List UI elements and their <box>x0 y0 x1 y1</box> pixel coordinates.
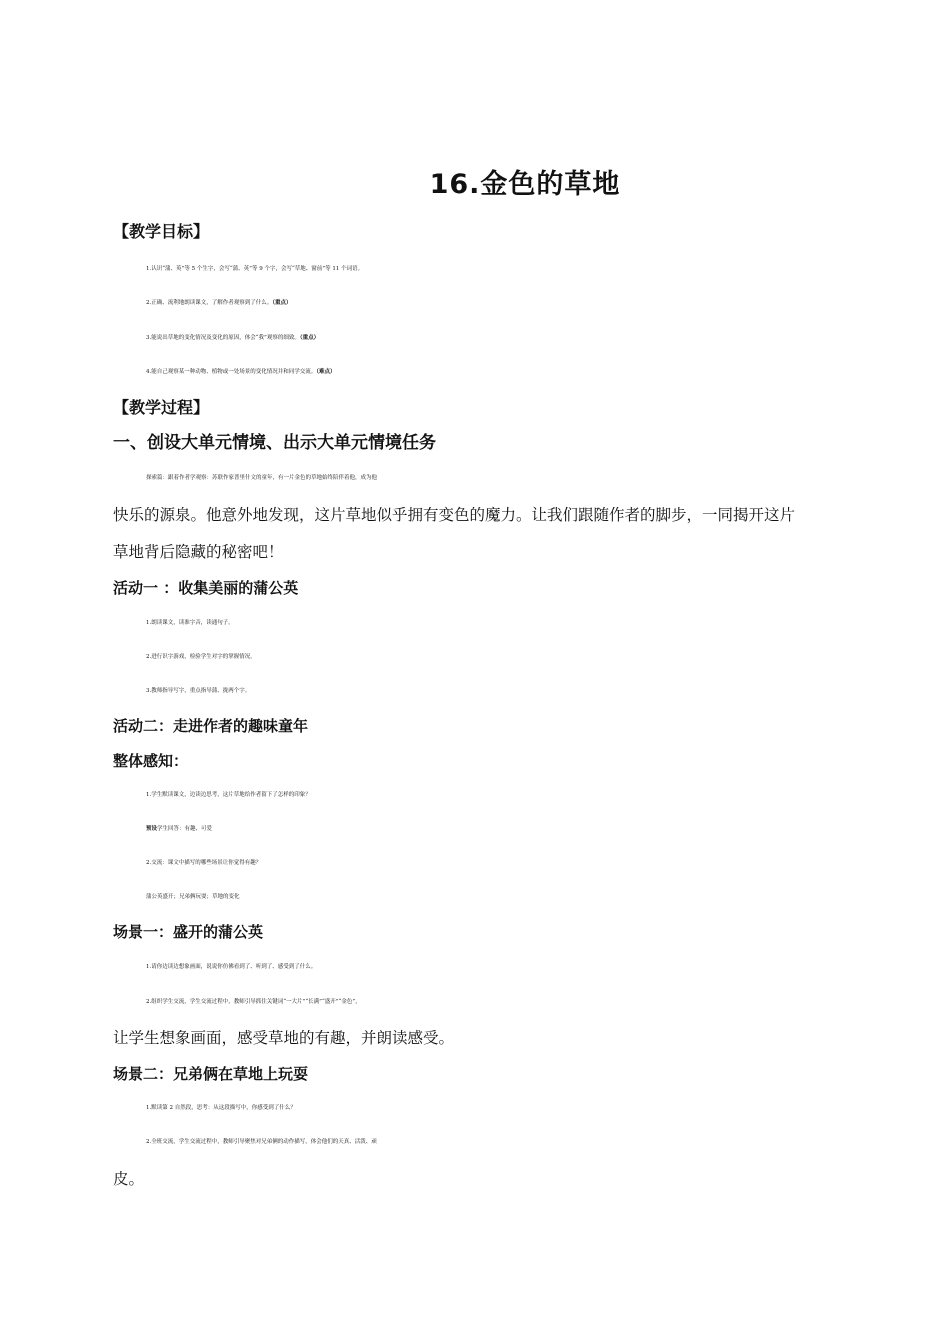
scene-2-item-2-line-1: 2.全班交流，学生交流过程中，教师引导聚焦对兄弟俩的动作描写，体会他们的天真、活泼、顽 <box>146 1139 377 1145</box>
activity-1-item-1: 1.朗读课文，读准字音，读通句子。 <box>146 620 234 626</box>
activity-2-answer-2: 蒲公英盛开；兄弟俩玩耍；草地的变化 <box>146 894 240 900</box>
activity-1-heading: 活动一 ：收集美丽的蒲公英 <box>113 579 299 597</box>
activity-1-item-3: 3.教师指导写字，重点指导蒲、拢两个字。 <box>146 688 251 694</box>
preset-label: 预设 <box>146 826 158 832</box>
scene-2-heading: 场景二：兄弟俩在草地上玩耍 <box>113 1065 309 1083</box>
scene-1-heading: 场景一：盛开的蒲公英 <box>113 923 264 941</box>
goal-item-4-text: 4.能自己观察某一种动物、植物或一处场景的变化情况并和同学交流。 <box>146 369 317 375</box>
intro-line-1: 探索篇：跟着作者学观察：苏联作家普里什文的童年，有一片金色的草地始终陪伴着他，成为他 <box>146 475 378 481</box>
goals-heading: 【教学目标】 <box>113 222 210 241</box>
scene-1-item-2-line-2: 让学生想象画面，感受草地的有趣，并朗读感受。 <box>113 1029 455 1047</box>
activity-1-item-2: 2.进行识字游戏，检验学生对字的掌握情况。 <box>146 654 256 660</box>
intro-line-2: 快乐的源泉。他意外地发现，这片草地似乎拥有变色的魔力。让我们跟随作者的脚步，一同揭开这片 <box>113 506 796 524</box>
scene-1-item-2-line-1: 2.组织学生交流，学生交流过程中，教师引导抓住关键词“一大片”“长满”“盛开”“金色”， <box>146 999 361 1005</box>
goal-item-4 <box>146 362 891 382</box>
process-heading: 【教学过程】 <box>113 398 210 417</box>
document-title: 16.金色的草地 <box>429 169 621 200</box>
goal-item-3 <box>146 328 891 348</box>
goal-item-3-text: 3.能说出草地的变化情况及变化的原因，体会“我”观察的细致。 <box>146 335 300 341</box>
scene-1-item-1: 1.请你边读边想象画面，说说你仿佛看到了、听到了、感受到了什么。 <box>146 964 317 970</box>
scene-2-item-2-line-2: 皮。 <box>113 1170 145 1188</box>
goal-item-2 <box>146 293 891 313</box>
intro-line-3: 草地背后隐藏的秘密吧！ <box>113 543 284 561</box>
activity-2-question-1: 1.学生默读课文，边读边思考，这片草地给作者留下了怎样的印象？ <box>146 792 311 798</box>
activity-2-heading: 活动二：走进作者的趣味童年 <box>113 717 309 735</box>
goal-item-2-text: 2.正确、流利地朗读课文，了解作者观察到了什么。 <box>146 300 273 306</box>
activity-2-question-2: 2.交流：课文中描写的哪些场景让你觉得有趣？ <box>146 860 262 866</box>
preset-text: 学生回答：有趣、可爱 <box>157 826 213 832</box>
perception-heading: 整体感知： <box>113 752 189 770</box>
goal-item-1-text: 1.认识“蒲、英”等 5 个生字，会写“蒲、英”等 9 个字，会写“草地、窗前”等 11 个词语。 <box>146 266 364 272</box>
goal-item-2-tag: （重点） <box>272 300 292 306</box>
preset-answer <box>146 819 891 839</box>
goal-item-3-tag: （重点） <box>299 335 320 341</box>
goal-item-1 <box>146 259 891 279</box>
scene-2-item-1: 1.默读第 2 自然段，思考：从这段描写中，你感受到了什么？ <box>146 1105 296 1111</box>
goal-item-4-tag: （难点） <box>316 369 336 375</box>
section-1-heading: 一、创设大单元情境、出示大单元情境任务 <box>113 433 436 453</box>
